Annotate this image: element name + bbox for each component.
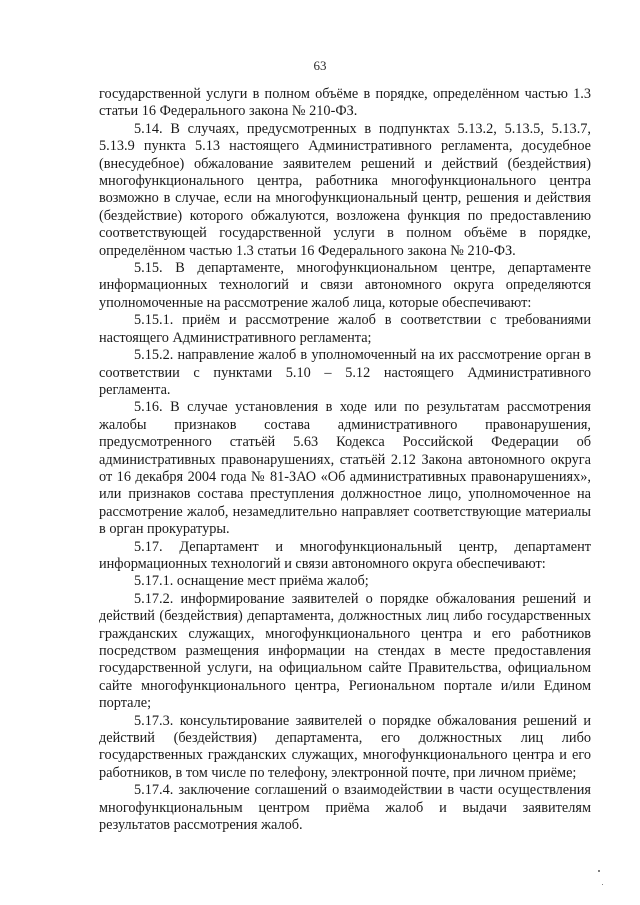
document-body — [99, 86, 591, 834]
paragraph-5-17-3: 5.17.3. консультирование заявителей о порядке обжалования решений и действий (бездействия) департамента, его должностных лиц либо государственных гражданских служащих, многофункционального центра и его работников, в том числе по телефону, электронной почте, при личном приёме; — [99, 712, 591, 781]
paragraph-5-16: 5.16. В случае установления в ходе или по результатам рассмотрения жалобы признаков состава административного правонарушения, предусмотренного статьёй 5.63 Кодекса Российской Федерации об административных правонарушениях, статьёй 2.12 Закона автономного округа от 16 декабря 2004 года № 81-ЗАО «Об административных правонарушениях», или признаков состава преступления должностное лицо, уполномоченное на рассмотрение жалоб, незамедлительно направляет соответствующие материалы в орган прокуратуры. — [99, 399, 591, 538]
paragraph-continued: государственной услуги в полном объёме в порядке, определённом частью 1.3 статьи 16 Федерального закона № 210-ФЗ. — [99, 86, 591, 120]
paragraph-5-14: 5.14. В случаях, предусмотренных в подпунктах 5.13.2, 5.13.5, 5.13.7, 5.13.9 пункта 5.13 настоящего Административного регламента, досудебное (внесудебное) обжалование заявителем решений и действий (бездействия) многофункционального центра, работника многофункционального центра возможно в случае, если на многофункциональный центр, решения и действия (бездействие) которого обжалуются, возложена функция по предоставлению соответствующей государственной услуги в полном объёме в порядке, определённом частью 1.3 статьи 16 Федерального закона № 210-ФЗ. — [99, 120, 591, 259]
scan-speck — [598, 870, 600, 872]
paragraph-5-17-2: 5.17.2. информирование заявителей о порядке обжалования решений и действий (бездействия) департамента, должностных лиц либо государственных гражданских служащих, многофункционального центра и его работников посредством размещения информации на стендах в месте предоставления государственной услуги, на официальном сайте Правительства, официальном сайте многофункционального центра, Региональном портале и/или Едином портале; — [99, 590, 591, 712]
paragraph-5-17: 5.17. Департамент и многофункциональный центр, департамент информационных технологий и связи автономного округа обеспечивают: — [99, 538, 591, 572]
paragraph-5-17-1: 5.17.1. оснащение мест приёма жалоб; — [134, 573, 369, 590]
scan-speck — [602, 884, 603, 885]
paragraph-5-17-4: 5.17.4. заключение соглашений о взаимодействии в части осуществления многофункциональным центром приёма жалоб и выдачи заявителям результатов рассмотрения жалоб. — [99, 782, 591, 834]
paragraph-5-15-2: 5.15.2. направление жалоб в уполномоченный на их рассмотрение орган в соответствии с пунктами 5.10 – 5.12 настоящего Административного регламента. — [99, 347, 591, 398]
paragraph-5-15-1: 5.15.1. приём и рассмотрение жалоб в соответствии с требованиями настоящего Административного регламента; — [99, 312, 591, 346]
paragraph-5-15: 5.15. В департаменте, многофункциональном центре, департаменте информационных технологий и связи автономного округа определяются уполномоченные на рассмотрение жалоб лица, которые обеспечивают: — [99, 260, 591, 311]
page-number: 63 — [313, 58, 327, 73]
